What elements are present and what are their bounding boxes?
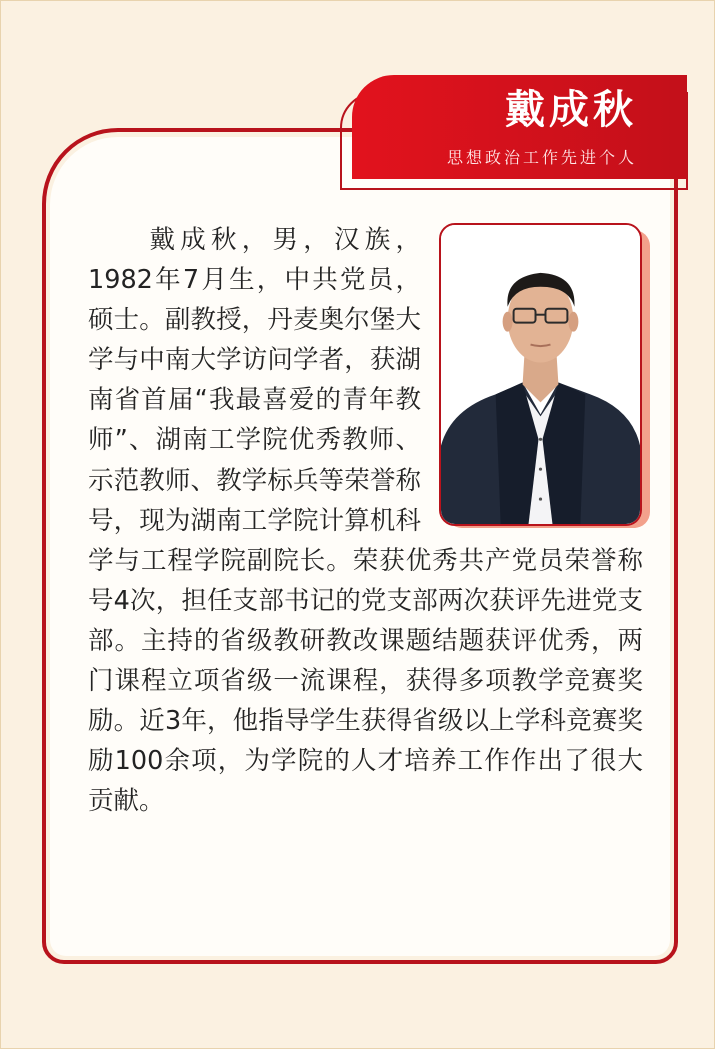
photo-spacer <box>421 220 643 540</box>
person-name: 戴成秋 <box>505 87 637 133</box>
honor-title: 思想政治工作先进个人 <box>446 148 637 167</box>
bio-text: 戴成秋，男，汉族，1982年7月生，中共党员，硕士。副教授，丹麦奥尔堡大学与中南大学访问学者，获湖南省首届“我最喜爱的青年教师”、湖南工学院优秀教师、示范教师、教学标兵等荣誉称号，现为湖南工学院计算机科学与工程学院副院长。荣获优秀共产党员荣誉称号4次，担任支部书记的党支部两次获评先进党支部。主持的省级教研教改课题结题获评优秀，两门课程立项省级一流课程，获得多项教学竞赛奖励。近3年，他指导学生获得省级以上学科竞赛奖励100余项，为学院的人才培养工作作出了很大贡献。 <box>88 225 643 817</box>
bio-paragraph <box>88 220 643 821</box>
